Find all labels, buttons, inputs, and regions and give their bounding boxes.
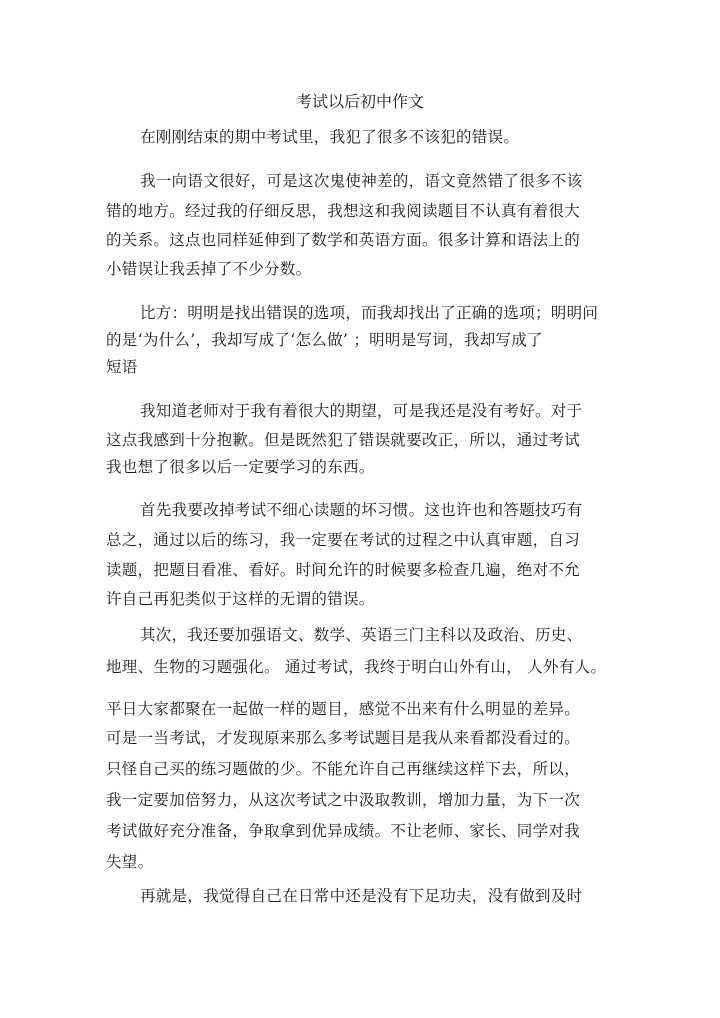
text-line: 只怪自己买的练习题做的少。不能允许自己再继续这样下去，所以，: [106, 760, 581, 778]
text-line: 考试做好充分准备，争取拿到优异成绩。不让老师、家长、同学对我: [106, 822, 581, 840]
text-line: 失望。: [106, 853, 154, 871]
text-line: 平日大家都聚在一起做一样的题目，感觉不出来有什么明显的差异。: [106, 700, 581, 718]
text-line: 短语: [106, 358, 138, 376]
text-line: 我一定要加倍努力，从这次考试之中汲取教训，增加力量，为下一次: [106, 791, 581, 809]
text-line: 我一向语文很好，可是这次鬼使神差的，语文竟然错了很多不该: [140, 172, 583, 190]
document-title: 考试以后初中作文: [295, 92, 424, 111]
text-line: 地理、生物的习题强化。 通过考试，我终于明白山外有山， 人外有人。: [106, 658, 607, 676]
text-line: 总之，通过以后的练习，我一定要在考试的过程之中认真审题，自习: [106, 531, 581, 549]
text-line: 再就是，我觉得自己在日常中还是没有下足功夫，没有做到及时: [140, 887, 583, 905]
text-line: 我知道老师对于我有着很大的期望，可是我还是没有考好。对于: [140, 402, 583, 420]
text-line: 比方：明明是找出错误的选项，而我却找出了正确的选项；明明问: [140, 304, 599, 322]
text-line: 错的地方。经过我的仔细反思，我想这和我阅读题目不认真有着很大: [106, 202, 581, 220]
text-line: 首先我要改掉考试不细心读题的坏习惯。这也许也和答题技巧有: [140, 501, 583, 519]
text-line: 我也想了很多以后一定要学习的东西。: [106, 458, 375, 476]
text-line: 小错误让我丢掉了不少分数。: [106, 260, 312, 278]
text-line: 这点我感到十分抱歉。但是既然犯了错误就要改正，所以，通过考试: [106, 431, 581, 449]
text-line: 读题，把题目看准、看好。时间允许的时候要多检查几遍，绝对不允: [106, 561, 581, 579]
text-line: 的是‘为什么’，我却写成了‘怎么做’ ；明明是写词，我却写成了: [106, 331, 543, 349]
text-line: 的关系。这点也同样延伸到了数学和英语方面。很多计算和语法上的: [106, 231, 581, 249]
text-line: 许自己再犯类似于这样的无谓的错误。: [106, 590, 375, 608]
text-line: 其次，我还要加强语文、数学、英语三门主科以及政治、历史、: [140, 626, 583, 644]
text-line: 可是一当考试，才发现原来那么多考试题目是我从来看都没看过的。: [106, 729, 581, 747]
text-line: 在刚刚结束的期中考试里，我犯了很多不该犯的错误。: [140, 128, 520, 146]
